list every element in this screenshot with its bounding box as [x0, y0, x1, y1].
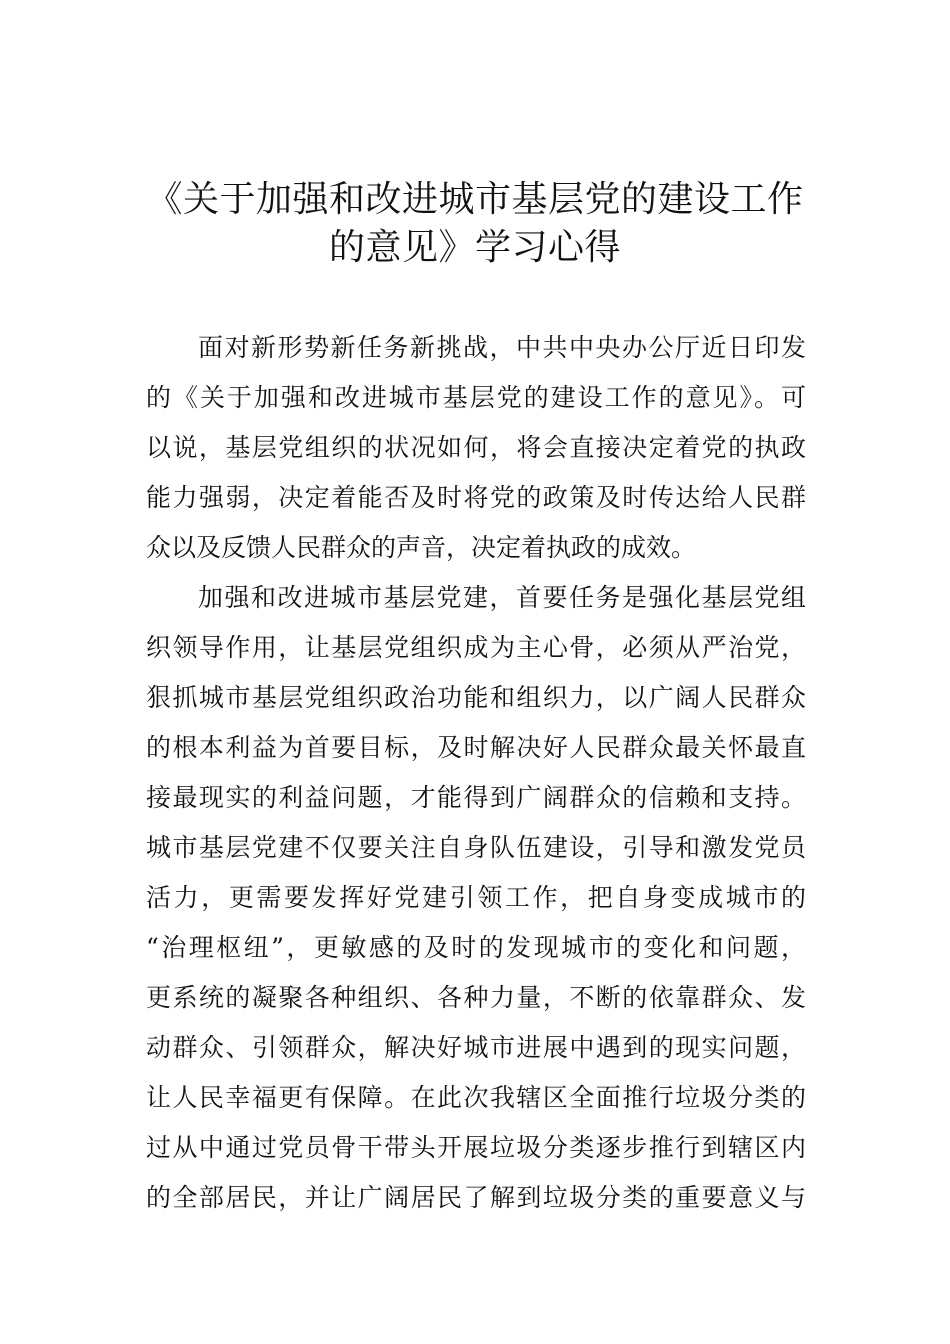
paragraph-2-line-9: 更系统的凝聚各种组织、各种力量，不断的依靠群众、发: [146, 983, 806, 1012]
paragraph-2-line-7: 活力，更需要发挥好党建引领工作，把自身变成城市的: [146, 883, 806, 912]
paragraph-1-line-1: 面对新形势新任务新挑战，中共中央办公厅近日印发: [198, 333, 806, 362]
document-body: [146, 323, 806, 1223]
paragraph-1-line-4: 能力强弱，决定着能否及时将党的政策及时传达给人民群: [146, 483, 806, 512]
paragraph-2-line-11: 让人民幸福更有保障。在此次我辖区全面推行垃圾分类的: [146, 1083, 806, 1112]
paragraph-2-line-3: 狠抓城市基层党组织政治功能和组织力，以广阔人民群众: [146, 683, 806, 712]
paragraph-2-line-8: “治理枢纽”，更敏感的及时的发现城市的变化和问题，: [146, 933, 806, 962]
document-title-line-1: 《关于加强和改进城市基层党的建设工作: [146, 179, 804, 220]
paragraph-2-line-4: 的根本利益为首要目标，及时解决好人民群众最关怀最直: [146, 733, 806, 762]
paragraph-2-line-2: 织领导作用，让基层党组织成为主心骨，必须从严治党，: [146, 633, 806, 662]
paragraph-2-line-1: 加强和改进城市基层党建，首要任务是强化基层党组: [198, 583, 806, 612]
paragraph-2-line-6: 城市基层党建不仅要关注自身队伍建设，引导和激发党员: [146, 833, 806, 862]
paragraph-2-line-13: 的全部居民，并让广阔居民了解到垃圾分类的重要意义与: [146, 1183, 806, 1212]
document-title-line-2: 的意见》学习心得: [328, 227, 621, 268]
paragraph-1-line-5: 众以及反馈人民群众的声音，决定着执政的成效。: [146, 533, 697, 562]
paragraph-1-line-2: 的《关于加强和改进城市基层党的建设工作的意见》。可: [146, 383, 806, 412]
paragraph-2-line-5: 接最现实的利益问题，才能得到广阔群众的信赖和支持。: [146, 783, 806, 812]
paragraph-2-line-12: 过从中通过党员骨干带头开展垃圾分类逐步推行到辖区内: [146, 1133, 806, 1162]
paragraph-1-line-3: 以说，基层党组织的状况如何，将会直接决定着党的执政: [146, 433, 806, 462]
paragraph-2-line-10: 动群众、引领群众，解决好城市进展中遇到的现实问题，: [146, 1033, 806, 1062]
